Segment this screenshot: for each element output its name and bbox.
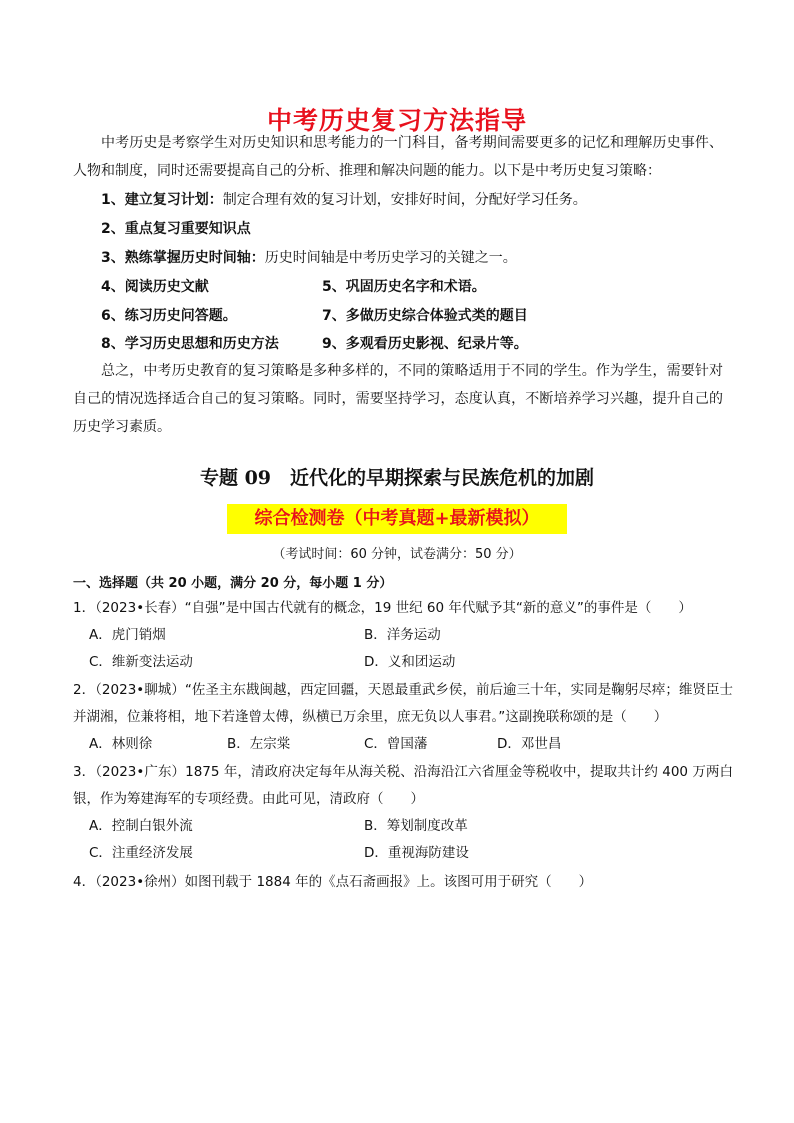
strategy-item-label: 3、熟练掌握历史时间轴：	[101, 250, 265, 266]
topic-title: 专题 09 近代化的早期探索与民族危机的加剧	[199, 467, 595, 489]
strategy-item-9	[322, 330, 528, 358]
strategy-item-label: 6、练习历史问答题。	[101, 308, 237, 324]
question-1-stem: 1．（2023•长春）“自强”是中国古代就有的概念，19 世纪 60 年代赋予其“新的意义”的事件是（ ）	[73, 600, 692, 616]
question-1-option-d: D．义和团运动	[364, 654, 456, 670]
question-2-option-d: D．邓世昌	[497, 736, 562, 752]
question-3-option-b: B．筹划制度改革	[364, 818, 468, 834]
strategy-item-4	[101, 273, 209, 301]
strategy-item-label: 5、巩固历史名字和术语。	[322, 279, 486, 295]
question-2-option-a: A．林则徐	[89, 736, 153, 752]
question-3-option-a: A．控制白银外流	[89, 818, 193, 834]
strategy-item-6	[101, 302, 237, 330]
strategy-item-3	[101, 244, 517, 272]
guide-summary-paragraph: 总之，中考历史教育的复习策略是多种多样的，不同的策略适用于不同的学生。作为学生，需要针对自己的情况选择适合自己的复习策略。同时，需要坚持学习，态度认真，不断培养学习兴趣，提升自己的历史学习素质。	[73, 363, 723, 435]
strategy-item-label: 7、多做历史综合体验式类的题目	[322, 308, 528, 324]
strategy-item-1	[101, 186, 587, 214]
question-4-stem: 4．（2023•徐州）如图刊载于 1884 年的《点石斋画报》上。该图可用于研究（ ）	[73, 874, 593, 890]
question-2-option-c: C．曾国藩	[364, 736, 428, 752]
question-3-option-d: D．重视海防建设	[364, 845, 469, 861]
question-3-option-c: C．注重经济发展	[89, 845, 193, 861]
guide-title: 中考历史复习方法指导	[266, 106, 527, 135]
strategy-item-7	[322, 302, 528, 330]
question-1-option-c: C．维新变法运动	[89, 654, 193, 670]
exam-title: 综合检测卷（中考真题+最新模拟）	[227, 504, 567, 534]
question-1-option-a: A．虎门销烟	[89, 627, 166, 643]
strategy-item-label: 2、重点复习重要知识点	[101, 221, 251, 237]
question-2-option-b: B．左宗棠	[227, 736, 291, 752]
strategy-item-label: 9、多观看历史影视、纪录片等。	[322, 336, 528, 352]
question-2-stem: 2．（2023•聊城）“佐圣主东戡闽越，西定回疆，天恩最重武乡侯，前后逾三十年，实同是鞠躬尽瘁；维贤臣士并湖湘，位兼将相，地下若逢曾太傅，纵横已万余里，庶无负以人事君。”这副挽联称颂的是（ ）	[73, 682, 733, 725]
question-1-option-b: B．洋务运动	[364, 627, 441, 643]
strategy-item-label: 8、学习历史思想和历史方法	[101, 336, 279, 352]
strategy-item-text: 制定合理有效的复习计划，安排好时间，分配好学习任务。	[222, 192, 587, 208]
exam-time-info: （考试时间：60 分钟，试卷满分：50 分）	[272, 547, 522, 562]
strategy-item-8	[101, 330, 279, 358]
guide-intro-paragraph: 中考历史是考察学生对历史知识和思考能力的一门科目，备考期间需要更多的记忆和理解历史事件、人物和制度，同时还需要提高自己的分析、推理和解决问题的能力。以下是中考历史复习策略：	[73, 135, 723, 179]
strategy-item-5	[322, 273, 486, 301]
strategy-item-text: 历史时间轴是中考历史学习的关键之一。	[264, 250, 517, 266]
strategy-item-label: 1、建立复习计划：	[101, 192, 223, 208]
section-title: 一、选择题（共 20 小题，满分 20 分，每小题 1 分）	[73, 576, 393, 591]
strategy-item-label: 4、阅读历史文献	[101, 279, 209, 295]
strategy-item-2	[101, 215, 251, 243]
question-3-stem: 3．（2023•广东）1875 年，清政府决定每年从海关税、沿海沿江六省厘金等税收中，提取共计约 400 万两白银，作为筹建海军的专项经费。由此可见，清政府（ ）	[73, 764, 733, 807]
